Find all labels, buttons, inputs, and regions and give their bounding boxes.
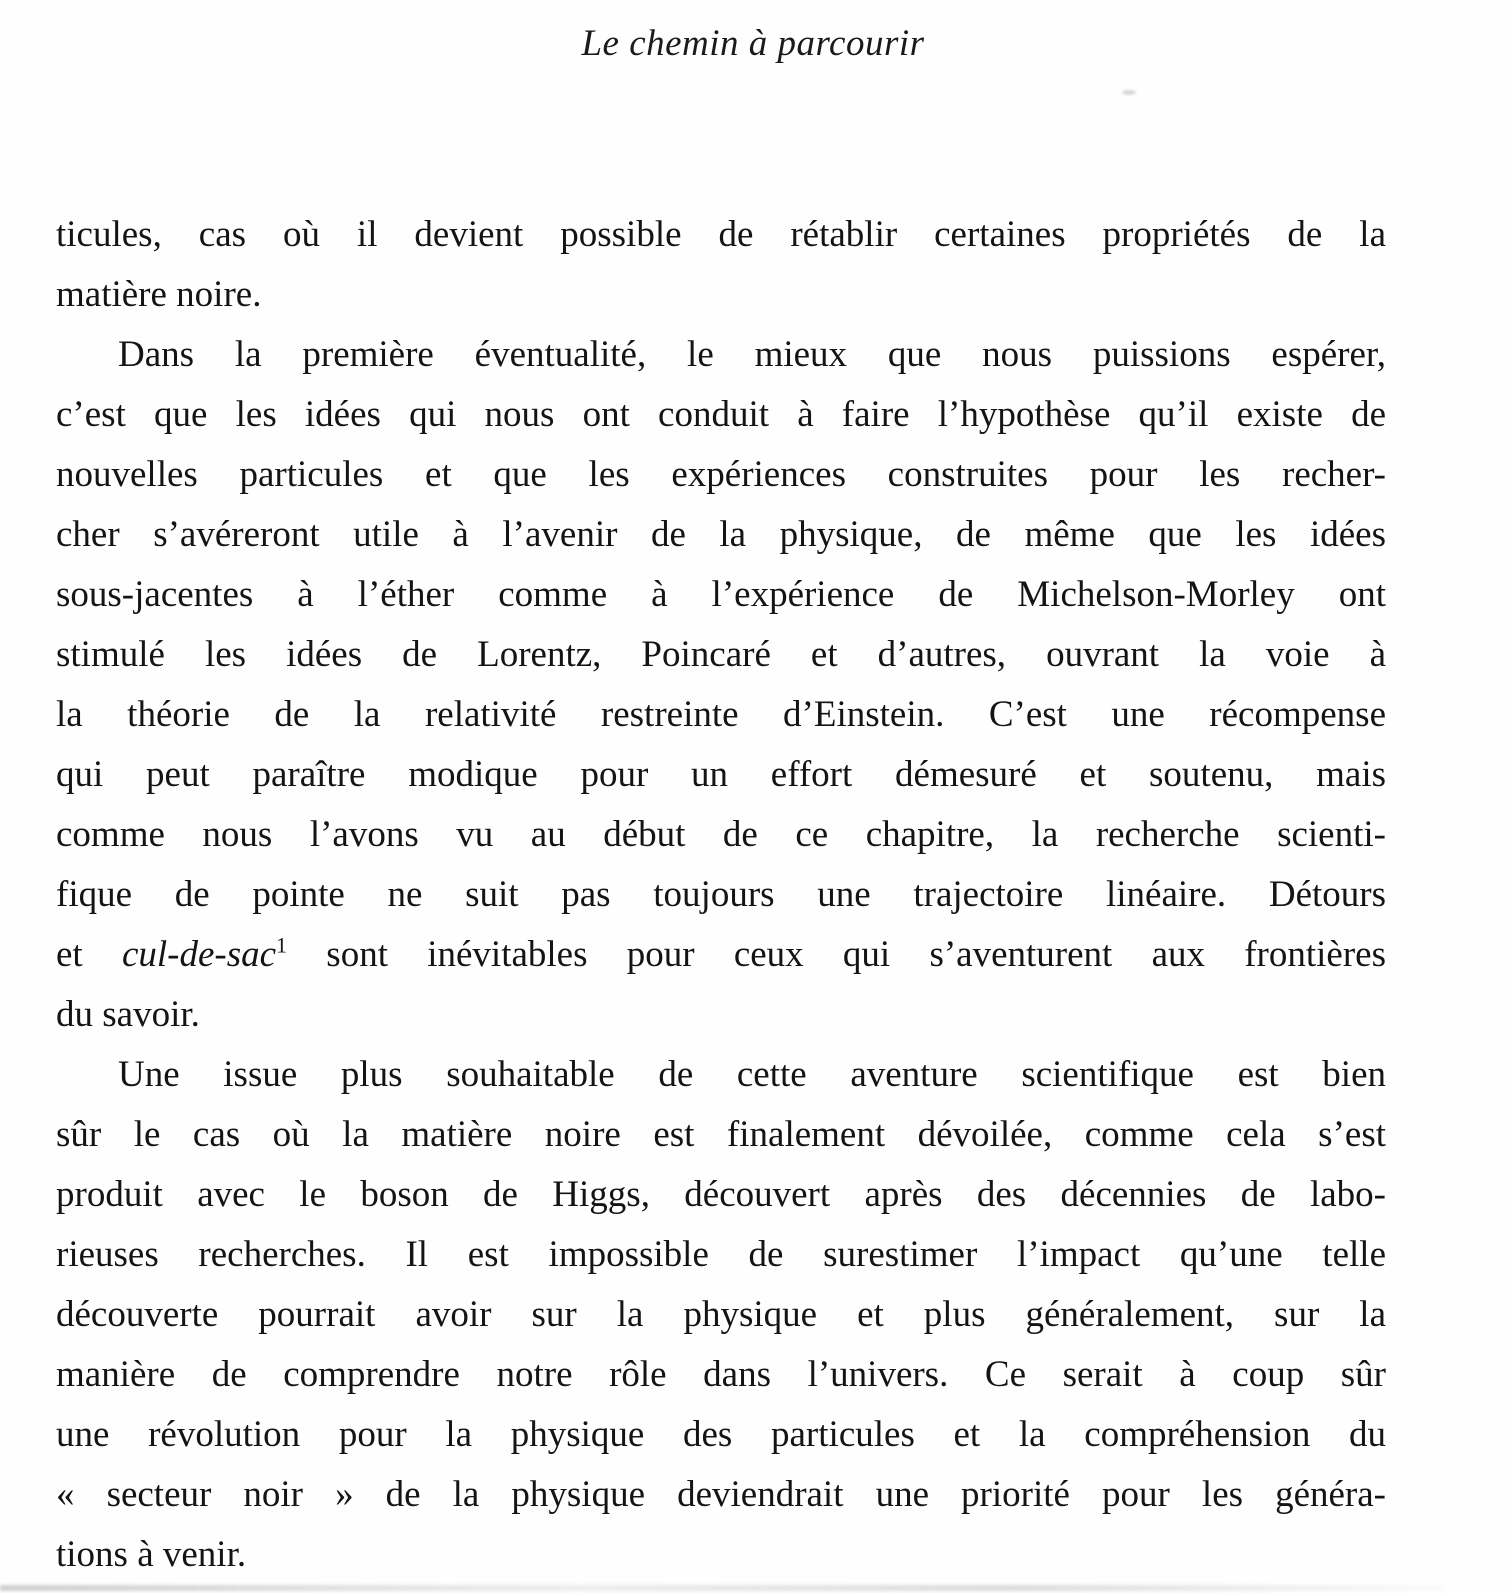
text-segment: stimulé les idées de Lorentz, Poincaré et d’autres, ouvrant la voie à [56,634,1386,675]
text-line [56,1525,1386,1585]
text-line [56,505,1386,565]
text-line [56,1465,1386,1525]
text-line [56,1165,1386,1225]
text-line [56,805,1386,865]
footnote-superscript: 1 [276,932,288,958]
text-segment: rieuses recherches. Il est impossible de surestimer l’impact qu’une telle [56,1234,1386,1275]
text-line [56,265,1386,325]
text-line [56,685,1386,745]
text-segment: ticules, cas où il devient possible de rétablir certaines propriétés de la [56,214,1386,255]
text-segment: du savoir. [56,994,200,1035]
text-line [56,325,1386,385]
text-segment: la théorie de la relativité restreinte d’Einstein. C’est une récompense [56,694,1386,735]
text-line [56,865,1386,925]
running-header: Le chemin à parcourir [581,23,925,64]
text-line [56,1345,1386,1405]
text-segment: produit avec le boson de Higgs, découvert après des décennies de labo- [56,1174,1386,1215]
text-line [56,445,1386,505]
paragraph [56,205,1386,325]
paragraph [56,1045,1386,1585]
text-segment: comme nous l’avons vu au début de ce chapitre, la recherche scienti- [56,814,1386,855]
italic-phrase: cul-de-sac [121,934,277,975]
text-line [56,565,1386,625]
text-segment: manière de comprendre notre rôle dans l’univers. Ce serait à coup sûr [56,1354,1386,1395]
text-line [56,1405,1386,1465]
text-segment: cher s’avéreront utile à l’avenir de la physique, de même que les idées [56,514,1386,555]
text-line [56,985,1386,1045]
text-segment: tions à venir. [56,1534,247,1575]
text-segment: qui peut paraître modique pour un effort démesuré et soutenu, mais [56,754,1386,795]
text-segment: nouvelles particules et que les expériences construites pour les recher- [56,454,1386,495]
text-line [56,385,1386,445]
text-segment: « secteur noir » de la physique deviendrait une priorité pour les généra- [56,1474,1386,1515]
text-segment: découverte pourrait avoir sur la physique et plus généralement, sur la [56,1294,1386,1335]
scan-speck-artifact [1122,90,1136,95]
text-segment: Une issue plus souhaitable de cette aventure scientifique est bien [118,1054,1386,1095]
text-segment: sûr le cas où la matière noire est finalement dévoilée, comme cela s’est [56,1114,1386,1155]
text-line [56,1105,1386,1165]
text-segment: Dans la première éventualité, le mieux que nous puissions espérer, [118,334,1386,375]
paragraph [56,325,1386,1045]
text-line [56,745,1386,805]
scan-edge-artifact [0,1585,1446,1591]
text-line [56,925,1386,985]
text-segment: matière noire. [56,274,262,315]
text-line [56,205,1386,265]
text-block [56,205,1386,1585]
text-line [56,1285,1386,1345]
text-line [56,1045,1386,1105]
text-line [56,1225,1386,1285]
text-segment: sont inévitables pour ceux qui s’aventurent aux frontières [287,934,1387,975]
text-segment: une révolution pour la physique des particules et la compréhension du [56,1414,1386,1455]
text-segment: c’est que les idées qui nous ont conduit à faire l’hypothèse qu’il existe de [56,394,1386,435]
text-segment: sous-jacentes à l’éther comme à l’expérience de Michelson-Morley ont [56,574,1386,615]
text-segment: fique de pointe ne suit pas toujours une trajectoire linéaire. Détours [56,874,1386,915]
text-segment: et [56,934,122,975]
text-line [56,625,1386,685]
